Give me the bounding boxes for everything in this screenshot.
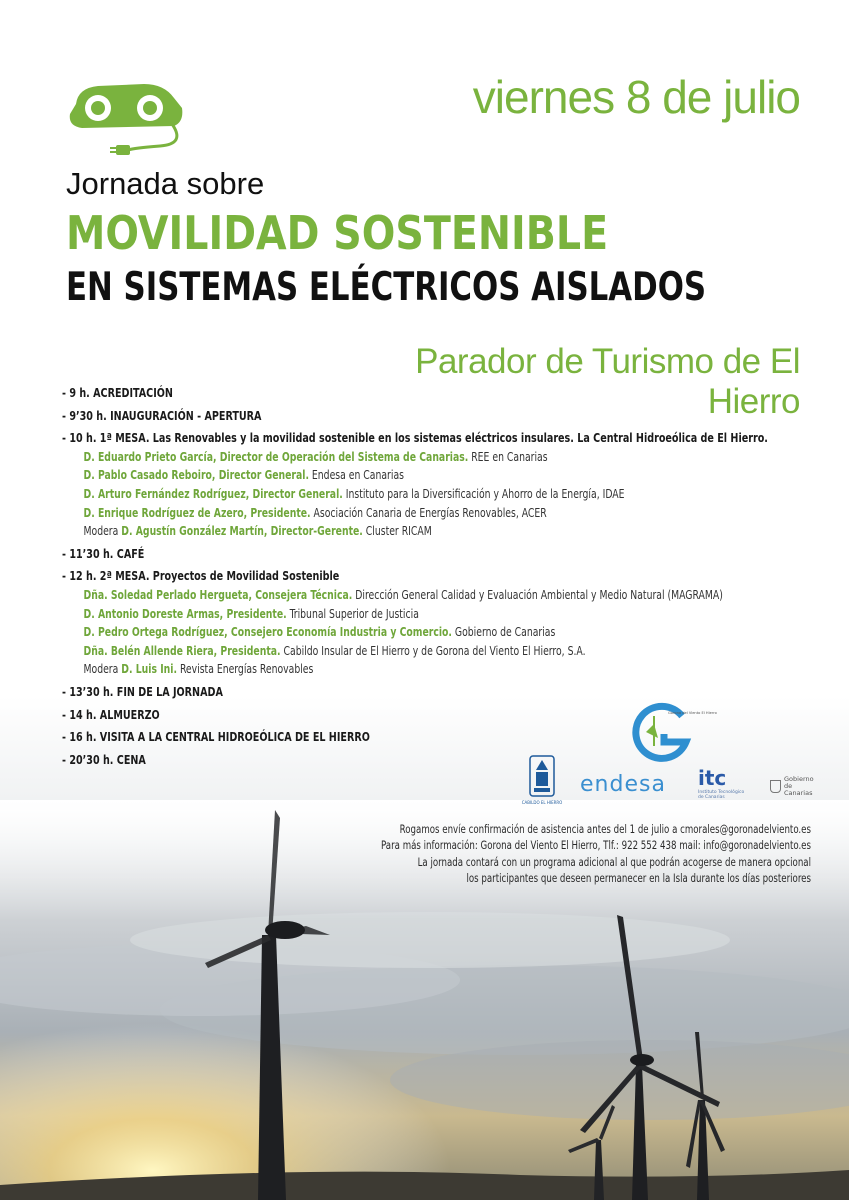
cabildo-logo-text: CABILDO EL HIERRO (521, 800, 563, 805)
endesa-logo: endesa (580, 772, 666, 797)
cabildo-el-hierro-logo (521, 748, 563, 808)
program-item: - 14 h. ALMUERZO (62, 706, 160, 722)
program-item: - 20’30 h. CENA (62, 751, 146, 767)
program-item: - 9’30 h. INAUGURACIÓN - APERTURA (62, 407, 262, 423)
program-item: - 16 h. VISITA A LA CENTRAL HIDROEÓLICA DE EL HIERRO (62, 729, 370, 745)
speaker-line: D. Eduardo Prieto García, Director de Operación del Sistema de Canarias. REE en Canarias (83, 449, 548, 464)
speaker-line: Dña. Soledad Perlado Hergueta, Consejera Técnica. Dirección General Calidad y Evaluación Ambiental y Medio Natural (MAGRAMA) (83, 587, 723, 602)
program-note: La jornada contará con un programa adicional al que podrán acogerse de manera opcional (417, 855, 811, 869)
speaker-line: D. Pedro Ortega Rodríguez, Consejero Economía Industria y Comercio. Gobierno de Canarias (83, 625, 556, 640)
title-line-1: Jornada sobre (66, 166, 265, 201)
speaker-line: D. Enrique Rodríguez de Azero, Presidente. Asociación Canaria de Energías Renovables, ACER (83, 505, 547, 520)
event-venue: Parador de Turismo de El Hierro (415, 342, 800, 421)
title-line-2: MOVILIDAD SOSTENIBLE (66, 206, 609, 260)
speaker-line: D. Arturo Fernández Rodríguez, Director General. Instituto para la Diversificación y Ahorro de la Energía, IDAE (83, 486, 625, 501)
program-item: - 12 h. 2ª MESA. Proyectos de Movilidad Sostenible (62, 568, 340, 584)
gobierno-crest-icon (770, 780, 781, 793)
speaker-line: Dña. Belén Allende Riera, Presidenta. Cabildo Insular de El Hierro y de Gorona del Viento El Hierro, S.A. (83, 643, 586, 658)
program-item: - 10 h. 1ª MESA. Las Renovables y la movilidad sostenible en los sistemas eléctricos insulares. La Central Hidroeólica de El Hierro. (62, 430, 768, 446)
speaker-line: D. Antonio Doreste Armas, Presidente. Tribunal Superior de Justicia (83, 606, 419, 621)
program-item: - 11’30 h. CAFÉ (62, 545, 145, 561)
program-item: - 13’30 h. FIN DE LA JORNADA (62, 683, 223, 699)
program-note-cont: los participantes que deseen permanecer en la Isla durante los días posteriores (466, 872, 811, 886)
event-date: viernes 8 de julio (472, 71, 800, 123)
moderator-line: Modera D. Luis Ini. Revista Energías Renovables (83, 662, 314, 677)
gorona-logo-text: Gorona del Viento El Hierro (668, 711, 717, 715)
gobierno-canarias-logo: Gobierno de Canarias (770, 776, 818, 797)
electric-car-icon (64, 74, 188, 164)
footer-info (369, 822, 811, 888)
program-item: - 9 h. ACREDITACIÓN (62, 385, 173, 400)
contact-info: Para más información: Gorona del Viento El Hierro, Tlf.: 922 552 438 mail: info@goronadelviento.es (381, 839, 811, 853)
moderator-line: Modera D. Agustín González Martín, Director-Gerente. Cluster RICAM (83, 524, 432, 539)
itc-logo: itc Instituto Tecnológico de Canarias (698, 766, 745, 800)
speaker-line: D. Pablo Casado Reboiro, Director General. Endesa en Canarias (83, 468, 404, 483)
rsvp-note: Rogamos envíe confirmación de asistencia antes del 1 de julio a cmorales@goronadelviento.es (399, 823, 811, 836)
title-line-3: EN SISTEMAS ELÉCTRICOS AISLADOS (66, 265, 707, 310)
gorona-del-viento-logo (624, 702, 717, 762)
